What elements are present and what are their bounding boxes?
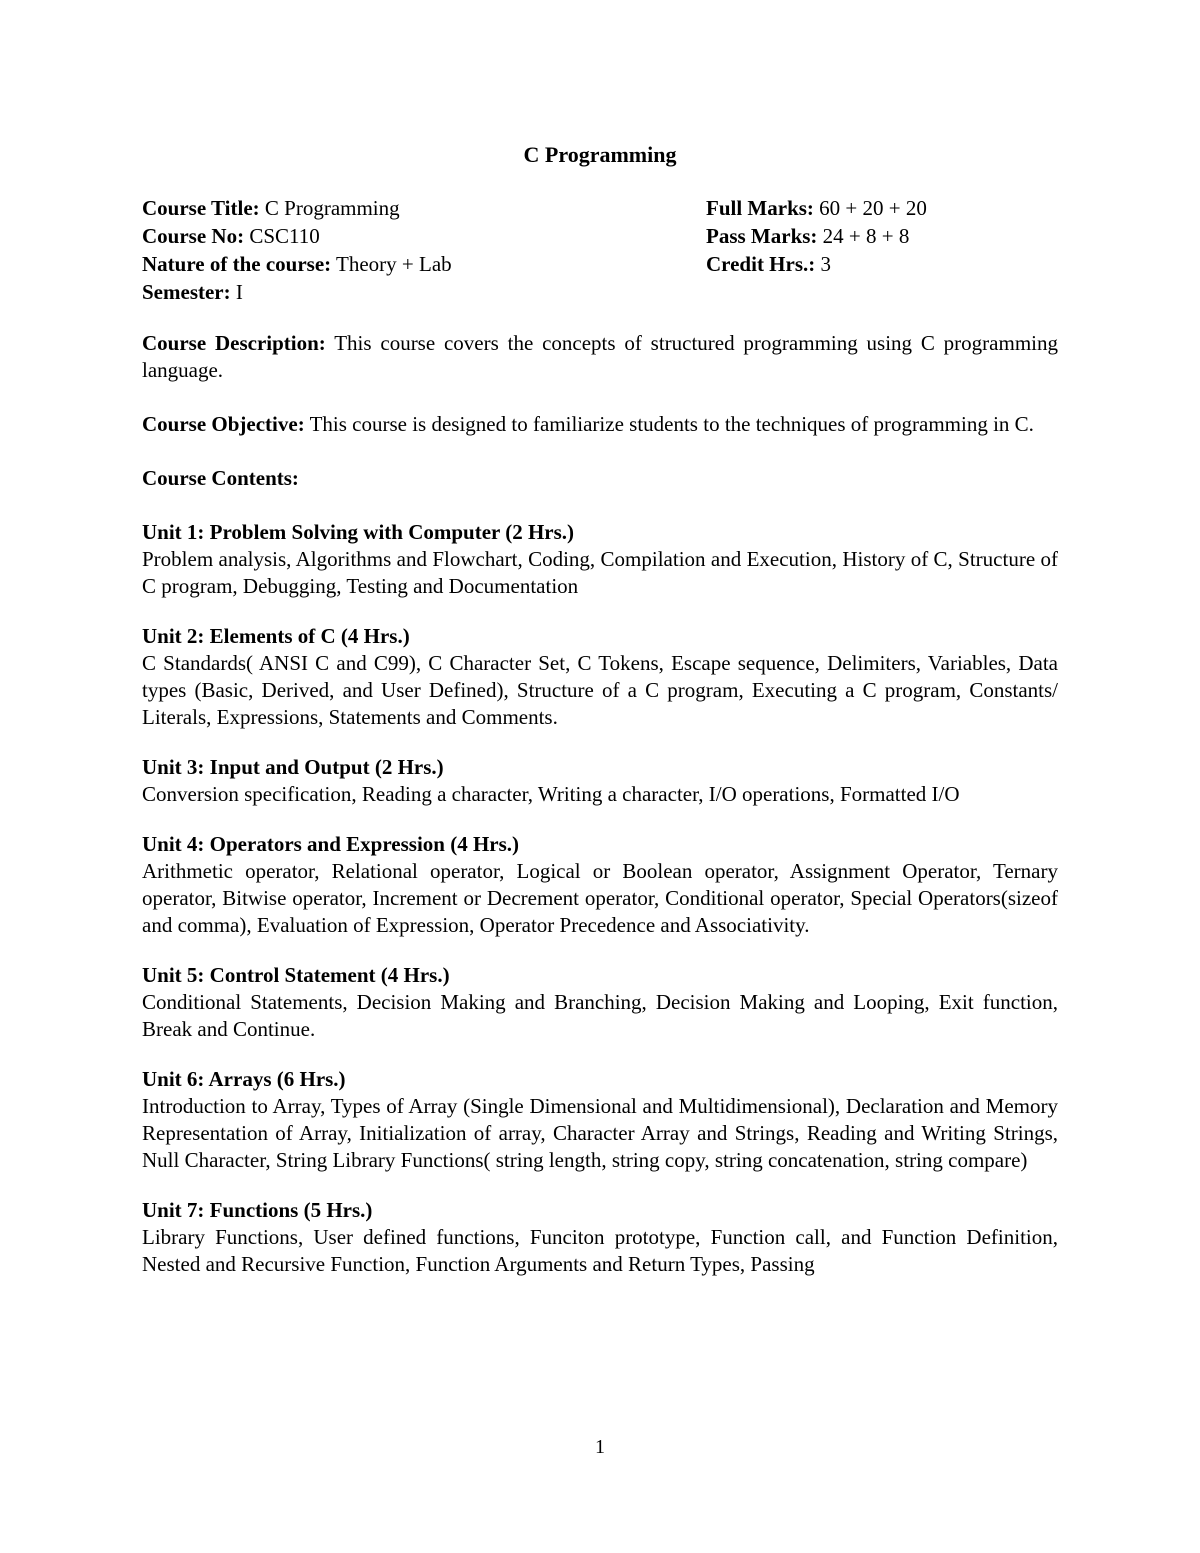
full-marks-value: 60 + 20 + 20 xyxy=(813,196,927,220)
course-contents-heading: Course Contents: xyxy=(142,466,299,490)
pass-marks-label: Pass Marks: xyxy=(706,224,818,248)
meta-row xyxy=(142,222,1058,250)
credit-hrs-label: Credit Hrs.: xyxy=(706,252,816,276)
unit-title: Unit 2: Elements of C (4 Hrs.) xyxy=(142,624,410,648)
credit-hrs-value: 3 xyxy=(815,252,832,276)
semester-label: Semester: xyxy=(142,280,231,304)
unit-section xyxy=(142,754,1058,808)
course-objective-label: Course Objective: xyxy=(142,412,305,436)
unit-title: Unit 1: Problem Solving with Computer (2 Hrs.) xyxy=(142,520,575,544)
full-marks-label: Full Marks: xyxy=(706,196,814,220)
course-description xyxy=(142,330,1058,384)
course-description-text: This course covers the concepts of structured programming using C programming language. xyxy=(142,331,1058,382)
course-title-label: Course Title: xyxy=(142,196,260,220)
unit-body: C Standards( ANSI C and C99), C Character Set, C Tokens, Escape sequence, Delimiters, Variables, Data types (Basic, Derived, and User Defined), Structure of a C program, Executing a C program, Constants/ Literals, Expressions, Statements and Comments. xyxy=(142,651,1058,729)
unit-body: Introduction to Array, Types of Array (Single Dimensional and Multidimensional), Declaration and Memory Representation of Array, Initialization of array, Character Array and Strings, Reading and Writing Strings, Null Character, String Library Functions( string length, string copy, string concatenation, string compare) xyxy=(142,1094,1058,1172)
document-title: C Programming xyxy=(523,142,677,167)
course-description-label: Course Description: xyxy=(142,331,326,355)
pass-marks-value: 24 + 8 + 8 xyxy=(817,224,910,248)
unit-section xyxy=(142,831,1058,939)
pass-marks-field xyxy=(706,222,909,250)
credit-hrs-field xyxy=(706,250,831,278)
unit-section xyxy=(142,1066,1058,1174)
course-objective-text: This course is designed to familiarize students to the techniques of programming in C. xyxy=(304,412,1034,436)
nature-label: Nature of the course: xyxy=(142,252,332,276)
meta-row xyxy=(142,278,1058,306)
unit-section xyxy=(142,623,1058,731)
course-no-field xyxy=(142,222,320,250)
unit-section xyxy=(142,962,1058,1043)
course-content xyxy=(142,330,1058,1278)
course-title-value: C Programming xyxy=(259,196,400,220)
unit-section xyxy=(142,519,1058,600)
unit-body: Library Functions, User defined functions, Funciton prototype, Function call, and Function Definition, Nested and Recursive Function, Function Arguments and Return Types, Passing xyxy=(142,1225,1058,1276)
unit-section xyxy=(142,1197,1058,1278)
unit-title: Unit 7: Functions (5 Hrs.) xyxy=(142,1198,373,1222)
unit-body: Conditional Statements, Decision Making and Branching, Decision Making and Looping, Exit function, Break and Continue. xyxy=(142,990,1058,1041)
unit-body: Conversion specification, Reading a character, Writing a character, I/O operations, Formatted I/O xyxy=(142,782,960,806)
course-meta xyxy=(142,194,1058,306)
full-marks-field xyxy=(706,194,927,222)
course-no-label: Course No: xyxy=(142,224,245,248)
course-objective xyxy=(142,411,1058,438)
semester-value: I xyxy=(230,280,243,304)
meta-row xyxy=(142,194,1058,222)
course-no-value: CSC110 xyxy=(244,224,320,248)
unit-title: Unit 3: Input and Output (2 Hrs.) xyxy=(142,755,444,779)
meta-row xyxy=(142,250,1058,278)
page-number: 1 xyxy=(595,1436,605,1458)
unit-body: Problem analysis, Algorithms and Flowchart, Coding, Compilation and Execution, History of C, Structure of C program, Debugging, Testing and Documentation xyxy=(142,547,1058,598)
unit-title: Unit 5: Control Statement (4 Hrs.) xyxy=(142,963,450,987)
semester-field xyxy=(142,278,243,306)
nature-value: Theory + Lab xyxy=(331,252,452,276)
nature-field xyxy=(142,250,452,278)
course-title-field xyxy=(142,194,400,222)
unit-body: Arithmetic operator, Relational operator, Logical or Boolean operator, Assignment Operator, Ternary operator, Bitwise operator, Increment or Decrement operator, Conditional operator, Special Operators(sizeof and comma), Evaluation of Expression, Operator Precedence and Associativity. xyxy=(142,859,1058,937)
unit-title: Unit 4: Operators and Expression (4 Hrs.) xyxy=(142,832,520,856)
unit-title: Unit 6: Arrays (6 Hrs.) xyxy=(142,1067,346,1091)
